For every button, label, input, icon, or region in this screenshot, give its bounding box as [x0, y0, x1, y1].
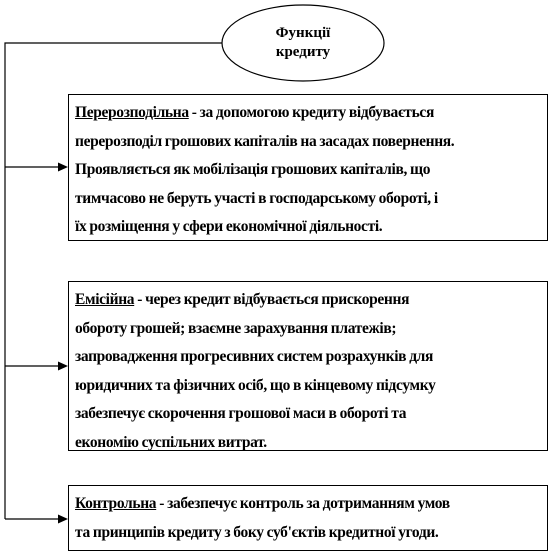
root-node — [221, 4, 385, 82]
arrow-head-2 — [58, 362, 68, 371]
function-dash: - — [188, 104, 200, 121]
function-line — [75, 286, 541, 315]
function-desc-line: Проявляється як мобілізація грошових капіталів, що — [75, 161, 431, 179]
function-line — [75, 490, 541, 519]
function-dash: - — [134, 291, 146, 308]
function-desc-line: за допомогою кредиту відбувається — [199, 104, 434, 121]
function-line — [75, 99, 541, 128]
function-desc-line: запровадження прогресивних систем розрахунків для — [75, 348, 434, 366]
function-desc-line: та принципів кредиту з боку суб'єктів кредитної угоди. — [75, 523, 439, 541]
root-title-line-2: кредиту — [275, 44, 331, 60]
arrow-head-1 — [58, 163, 68, 172]
function-box-emission — [68, 281, 548, 451]
function-desc-line: юридичних та фізичних осіб, що в кінцевому підсумку — [75, 376, 436, 394]
function-desc-line: через кредит відбувається прискорення — [145, 291, 410, 308]
function-desc-line: їх розміщення у сфери економічної діяльності. — [75, 218, 383, 236]
function-name: Перерозподільна — [75, 104, 189, 121]
function-name: Емісійна — [75, 291, 135, 308]
root-title-line-1: Функції — [275, 25, 331, 41]
arrow-head-3 — [58, 515, 68, 524]
function-name: Контрольна — [75, 495, 157, 512]
function-desc-line: економію суспільних витрат. — [75, 433, 267, 451]
function-box-control — [68, 485, 548, 551]
function-desc-line: забезпечує скорочення грошової маси в обороті та — [75, 405, 407, 423]
function-desc-line: перерозподіл грошових капіталів на засадах повернення. — [75, 132, 455, 150]
function-desc-line: обороту грошей; взаємне зарахування платежів; — [75, 319, 397, 337]
function-desc-line: забезпечує контроль за дотриманням умов — [167, 495, 450, 512]
function-box-redistributive — [68, 94, 548, 241]
function-desc-line: тимчасово не беруть участі в господарському обороті, і — [75, 189, 438, 207]
function-dash: - — [156, 495, 168, 512]
